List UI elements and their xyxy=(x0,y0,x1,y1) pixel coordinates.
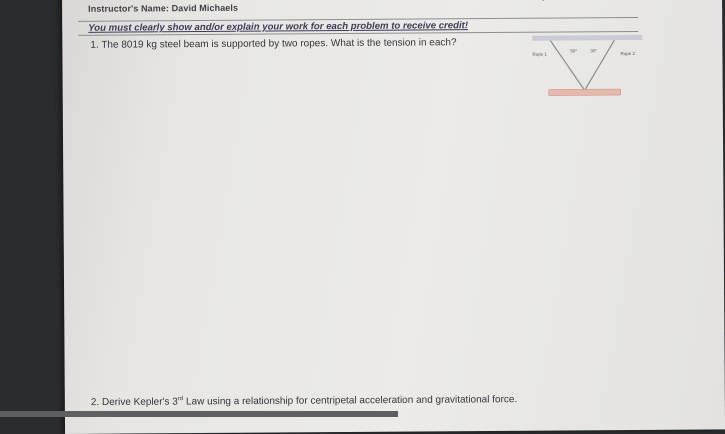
course-label xyxy=(494,0,592,1)
question-2 xyxy=(91,394,517,408)
question-1 xyxy=(90,37,456,51)
rope-2-label: Rope 2 xyxy=(620,51,635,57)
rope-1 xyxy=(550,40,584,90)
beam-rope-diagram xyxy=(532,35,642,104)
angle-2-label: 30° xyxy=(590,48,598,54)
worksheet-page xyxy=(62,0,725,434)
question-1-text: The 8019 kg steel beam is supported by two ropes. What is the tension in each? xyxy=(101,37,457,51)
question-1-number: 1. xyxy=(90,39,99,51)
question-2-superscript: rd xyxy=(177,396,184,403)
angle-1-label: 50° xyxy=(570,48,578,54)
photo-shadow xyxy=(0,411,398,417)
instructions-text: You must clearly show and/or explain your work for each problem to receive credit! xyxy=(88,20,469,34)
rope-1-label: Rope 1 xyxy=(532,51,547,57)
rope-2 xyxy=(584,40,614,90)
question-2-text-start: Derive Kepler's 3 xyxy=(101,396,178,409)
instructor-name: Instructor's Name: David Michaels xyxy=(88,2,239,14)
steel-beam xyxy=(549,89,621,96)
question-2-number: 2. xyxy=(90,397,100,409)
ceiling xyxy=(532,35,642,41)
question-2-text-end: Law using a relationship for centripetal acceleration and gravitational force. xyxy=(183,394,518,408)
